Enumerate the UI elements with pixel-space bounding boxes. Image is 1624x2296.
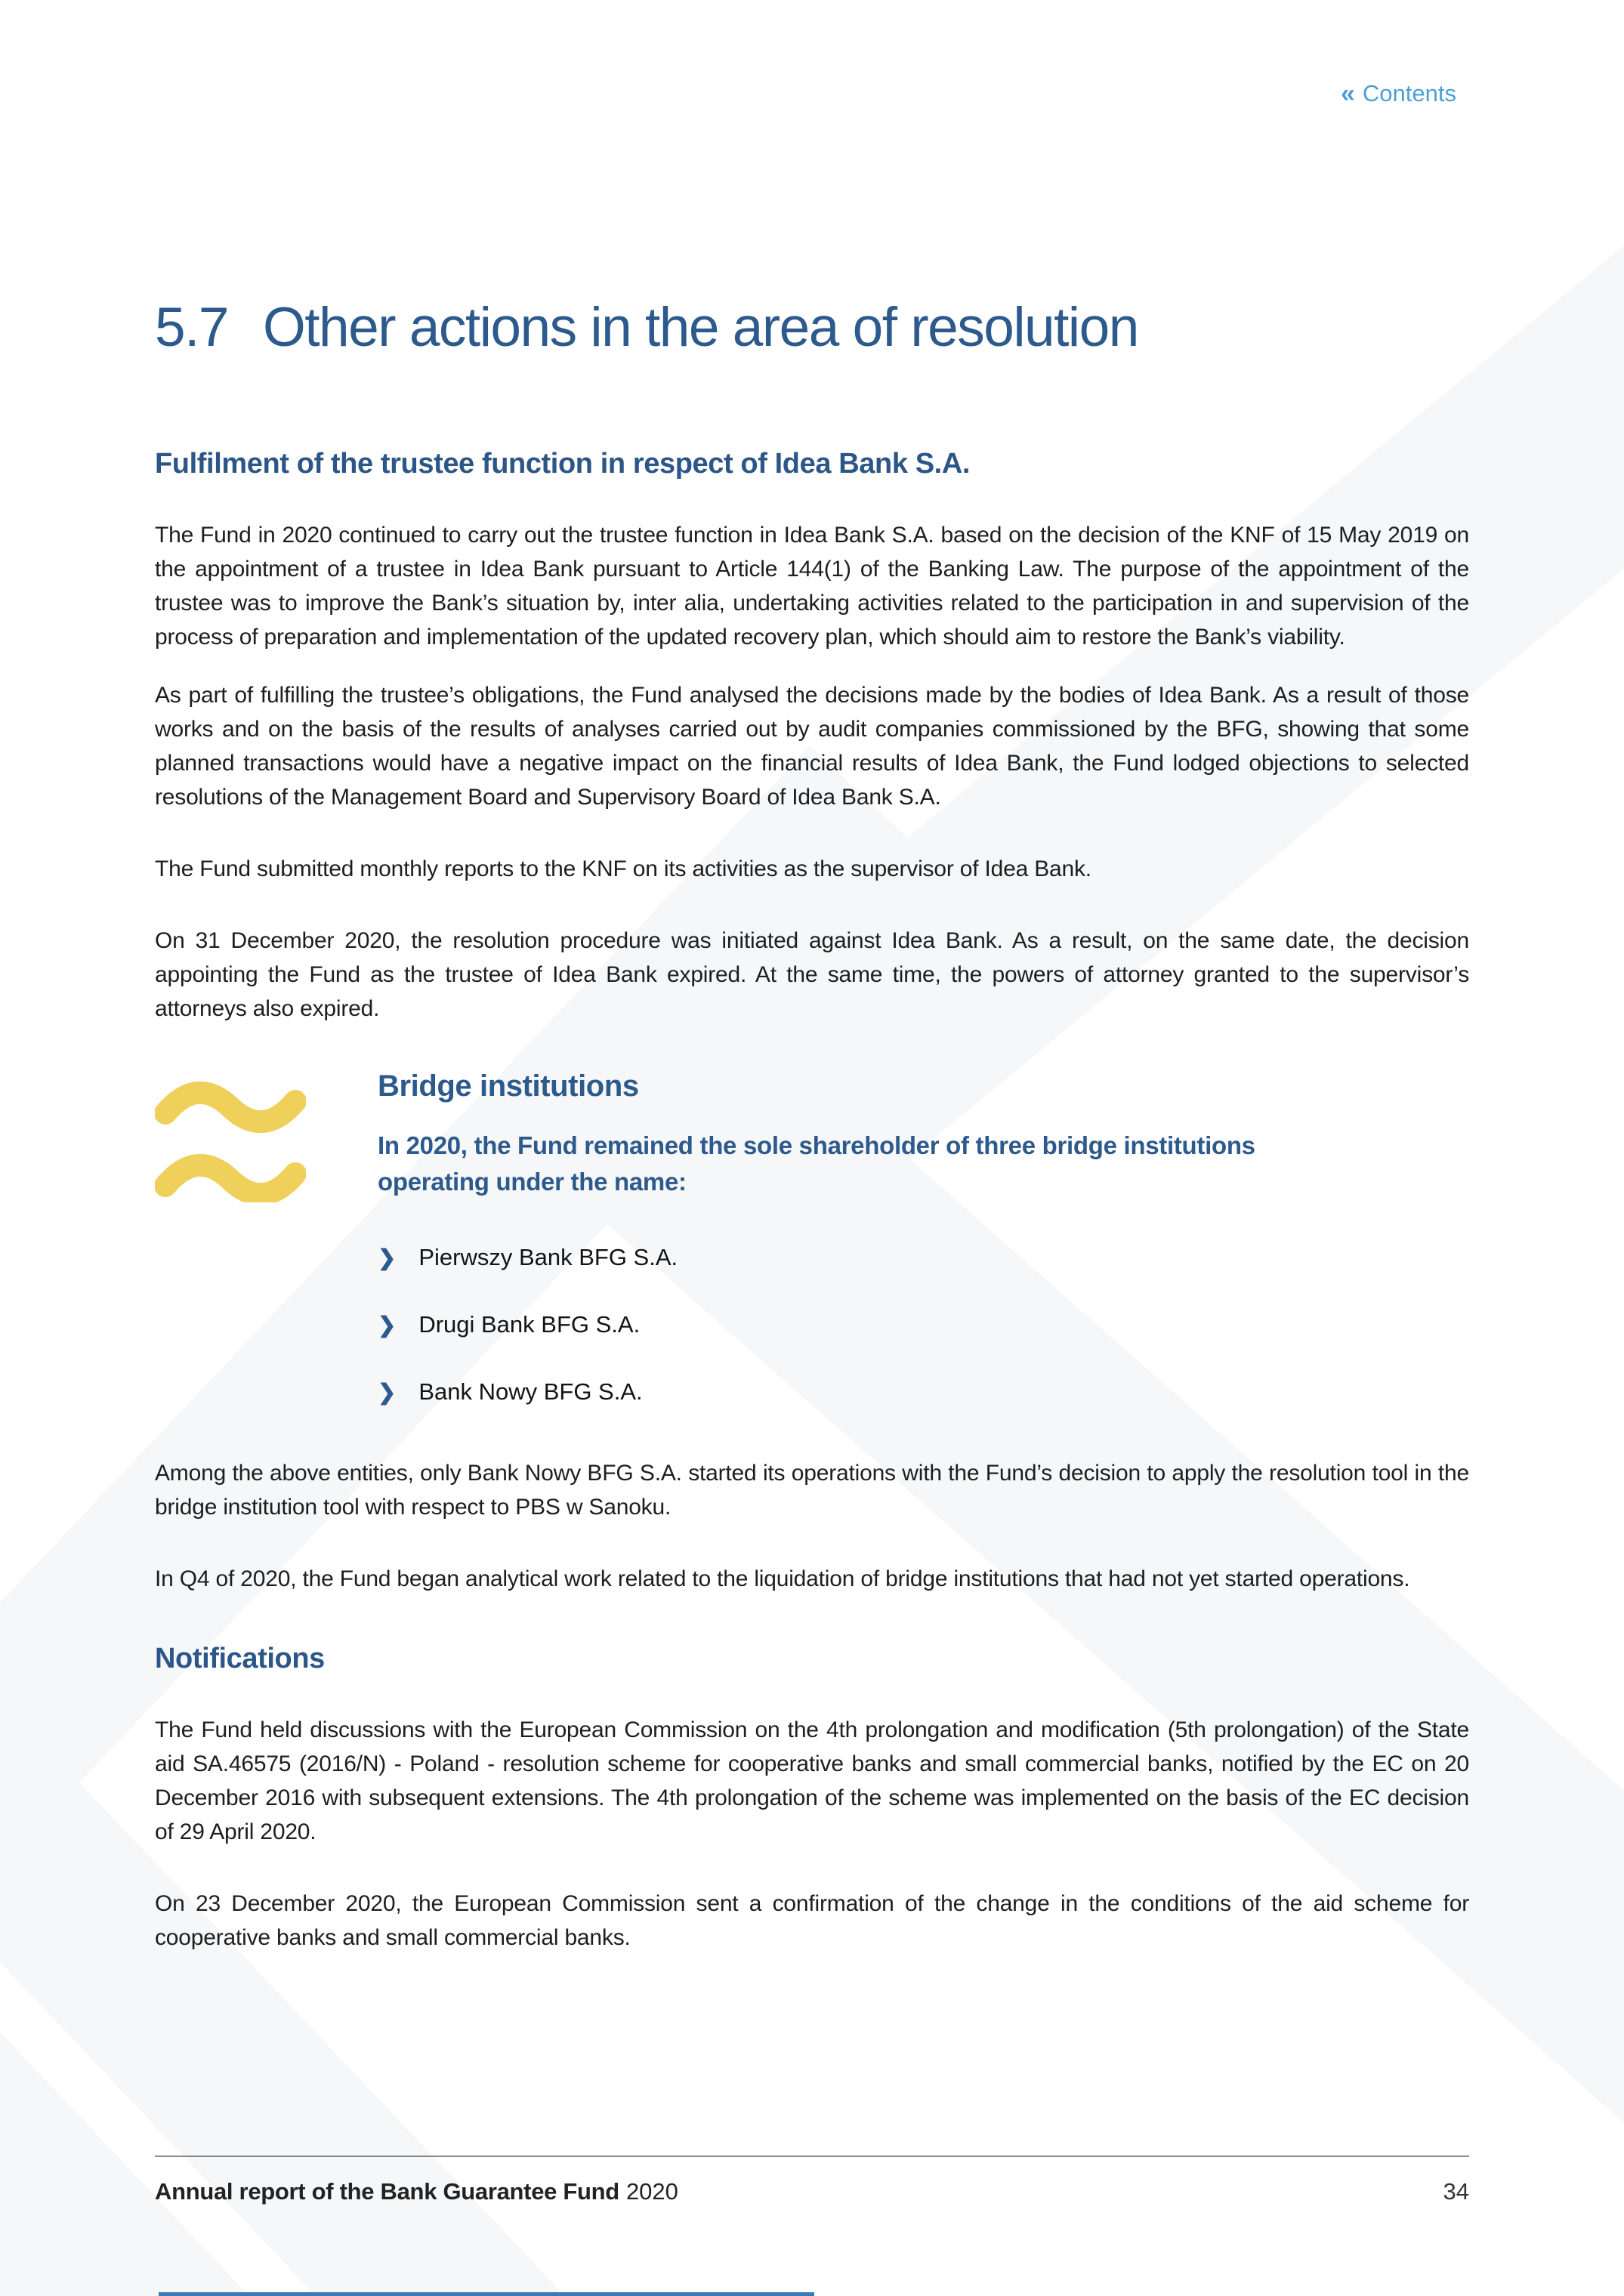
bank-name: Pierwszy Bank BFG S.A. [418, 1243, 678, 1270]
chevron-bullet-icon: ❯ [378, 1313, 397, 1338]
list-item [378, 1244, 1360, 1271]
trustee-section-heading: Fulfilment of the trustee function in respect of Idea Bank S.A. [155, 447, 971, 480]
tilde-waves-icon [155, 1069, 306, 1446]
bridge-paragraph: Among the above entities, only Bank Nowy BFG S.A. started its operations with the Fund’s decision to apply the resolution tool in the bridge institution tool with respect to PBS w Sanoku. [155, 1460, 1469, 1520]
bridge-intro-text: In 2020, the Fund remained the sole shareholder of three bridge institutions operating under the name: [378, 1131, 1255, 1196]
bank-name: Bank Nowy BFG S.A. [418, 1378, 643, 1405]
bank-name: Drugi Bank BFG S.A. [418, 1310, 641, 1338]
footer-report-name: Annual report of the Bank Guarantee Fund [155, 2178, 619, 2205]
footer-year: 2020 [625, 2178, 678, 2205]
bridge-paragraph: In Q4 of 2020, the Fund began analytical work related to the liquidation of bridge institutions that had not yet started operations. [155, 1566, 1410, 1591]
notifications-section-heading: Notifications [155, 1642, 325, 1674]
bottom-accent-bar [159, 2292, 814, 2296]
notifications-paragraph: The Fund held discussions with the European Commission on the 4th prolongation and modification (5th prolongation) of the State aid SA.46575 (2016/N) - Poland - resolution scheme for cooperative banks and small commercial banks, notified by the EC on 20 December 2016 with subsequent extensions. The 4th prolongation of the scheme was implemented on the basis of the EC decision of 29 April 2020. [155, 1717, 1469, 1844]
list-item [378, 1311, 1360, 1338]
chevron-bullet-icon: ❯ [378, 1245, 397, 1270]
back-chevrons-icon: « [1341, 79, 1355, 108]
trustee-paragraph: On 31 December 2020, the resolution procedure was initiated against Idea Bank. As a result, on the same date, the decision appointing the Fund as the trustee of Idea Bank expired. At the same time, the powers of attorney granted to the supervisor’s attorneys also expired. [155, 927, 1469, 1021]
bridge-institutions-block [155, 1069, 1469, 1446]
section-number: 5.7 [155, 297, 228, 358]
page-title [155, 0, 1469, 357]
trustee-paragraph: The Fund submitted monthly reports to the KNF on its activities as the supervisor of Idea Bank. [155, 856, 1091, 881]
page-footer [155, 2178, 1469, 2205]
notifications-paragraph: On 23 December 2020, the European Commission sent a confirmation of the change in the conditions of the aid scheme for cooperative banks and small commercial banks. [155, 1890, 1469, 1950]
trustee-paragraph: The Fund in 2020 continued to carry out the trustee function in Idea Bank S.A. based on the decision of the KNF of 15 May 2019 on the appointment of a trustee in Idea Bank pursuant to Article 144(1) of the Banking Law. The purpose of the appointment of the trustee was to improve the Bank’s situation by, inter alia, undertaking activities related to the participation in and supervision of the process of preparation and implementation of the updated recovery plan, which should aim to restore the Bank’s viability. [155, 522, 1469, 650]
footer-report-title [155, 2178, 678, 2205]
footer-divider [155, 2156, 1469, 2157]
bridge-section-heading: Bridge institutions [378, 1069, 639, 1103]
bridge-institutions-content [378, 1069, 1360, 1446]
list-item [378, 1378, 1360, 1406]
bridge-banks-list [378, 1244, 1360, 1406]
chevron-bullet-icon: ❯ [378, 1380, 397, 1405]
trustee-paragraph: As part of fulfilling the trustee’s obligations, the Fund analysed the decisions made by the bodies of Idea Bank. As a result of those works and on the basis of the results of analyses carried out by audit companies commissioned by the BFG, showing that some planned transactions would have a negative impact on the financial results of Idea Bank, the Fund lodged objections to selected resolutions of the Management Board and Supervisory Board of Idea Bank S.A. [155, 682, 1469, 810]
contents-link-label: Contents [1362, 80, 1456, 106]
section-title-text: Other actions in the area of resolution [262, 297, 1138, 358]
page-number: 34 [1443, 2178, 1469, 2205]
